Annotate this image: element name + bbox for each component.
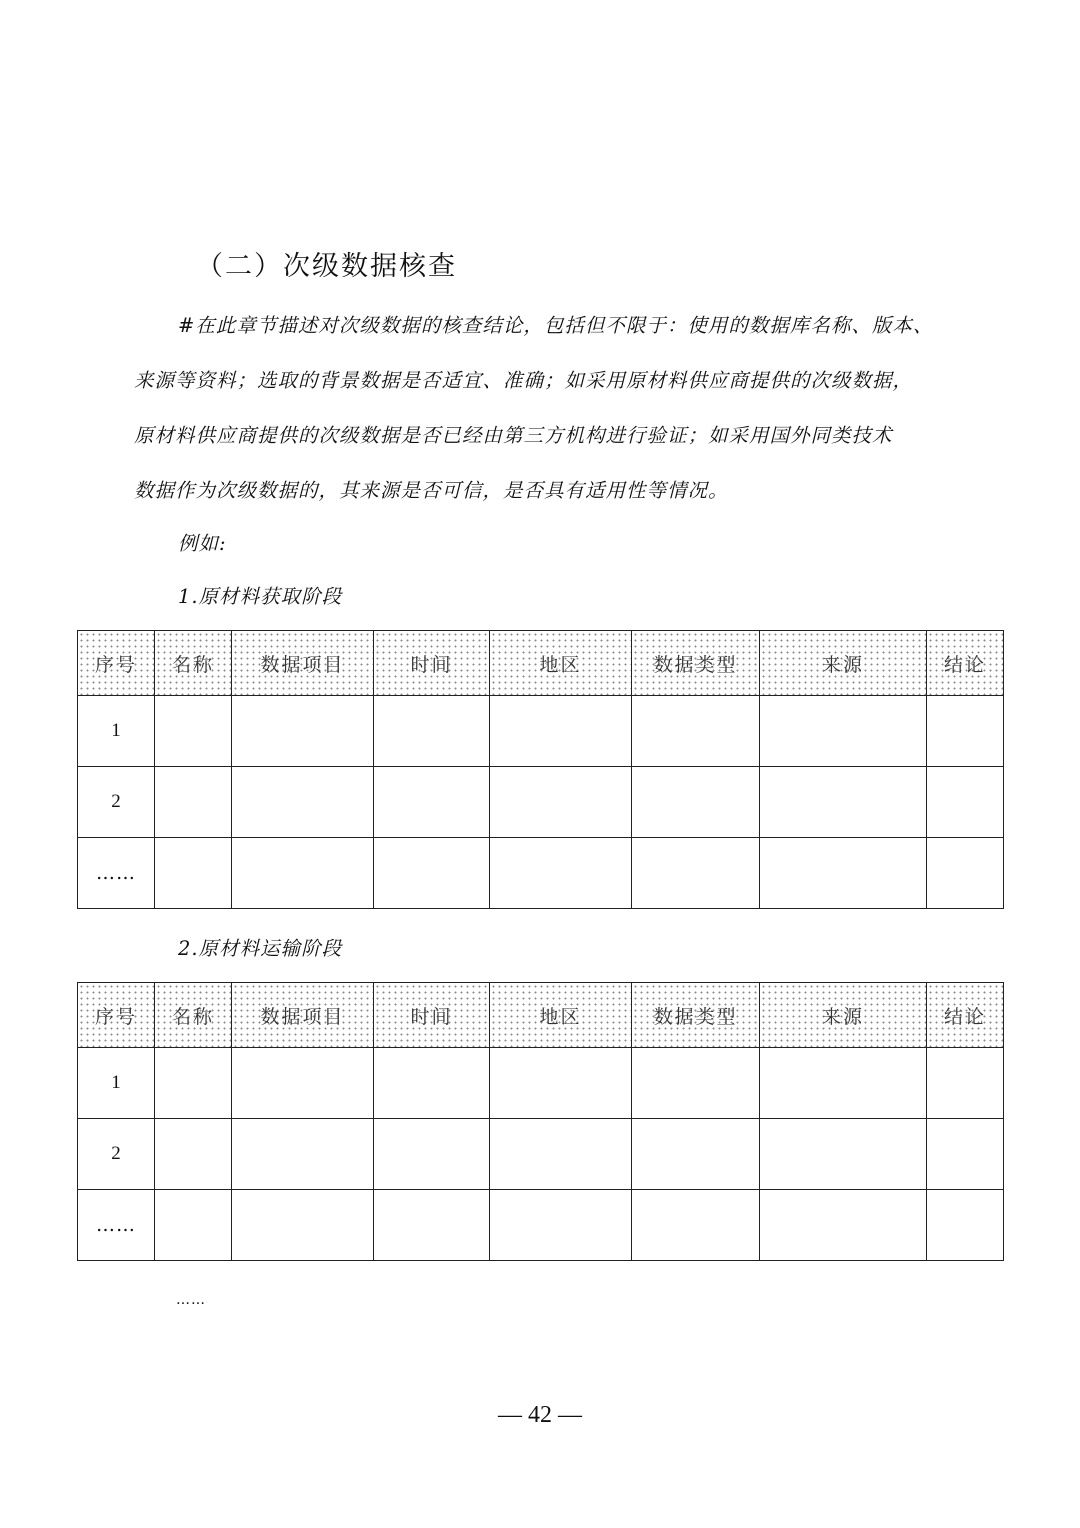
- table-cell: [232, 696, 374, 767]
- table-cell: [155, 767, 232, 838]
- row-index-cell: ……: [78, 1190, 155, 1261]
- table-cell: [490, 1190, 632, 1261]
- header-cell-index: 序号: [78, 983, 155, 1048]
- table-cell: [155, 838, 232, 909]
- table-cell: [927, 767, 1004, 838]
- header-cell-index: 序号: [78, 631, 155, 696]
- table-cell: [632, 1190, 760, 1261]
- table-cell: [490, 1119, 632, 1190]
- header-cell-data-type: 数据类型: [632, 631, 760, 696]
- table-cell: [155, 696, 232, 767]
- table-header-row: [78, 983, 1004, 1048]
- data-table-2: [77, 982, 1004, 1261]
- table-cell: [232, 1119, 374, 1190]
- table-cell: [374, 1048, 490, 1119]
- header-cell-data-type: 数据类型: [632, 983, 760, 1048]
- table-cell: [760, 696, 927, 767]
- table-header-row: [78, 631, 1004, 696]
- table-title-1: 1.原材料获取阶段: [178, 585, 343, 608]
- table-cell: [490, 838, 632, 909]
- table-cell: [760, 838, 927, 909]
- header-cell-time: 时间: [374, 631, 490, 696]
- table-row: [78, 767, 1004, 838]
- table-cell: [927, 838, 1004, 909]
- table-cell: [232, 1048, 374, 1119]
- table-row: [78, 1048, 1004, 1119]
- header-cell-region: 地区: [490, 631, 632, 696]
- intro-line: 数据作为次级数据的，其来源是否可信，是否具有适用性等情况。: [134, 479, 729, 502]
- row-index-cell: 2: [78, 1119, 155, 1190]
- continuation-ellipsis: ……: [176, 1292, 206, 1308]
- header-cell-data-item: 数据项目: [232, 983, 374, 1048]
- header-cell-name: 名称: [155, 983, 232, 1048]
- row-index-cell: 1: [78, 1048, 155, 1119]
- table-cell: [155, 1119, 232, 1190]
- intro-line: #在此章节描述对次级数据的核查结论，包括但不限于：使用的数据库名称、版本、: [178, 314, 934, 337]
- header-cell-name: 名称: [155, 631, 232, 696]
- table-cell: [374, 1119, 490, 1190]
- header-cell-conclusion: 结论: [927, 983, 1004, 1048]
- table-cell: [374, 838, 490, 909]
- table-cell: [632, 1048, 760, 1119]
- intro-line: 来源等资料；选取的背景数据是否适宜、准确；如采用原材料供应商提供的次级数据，: [134, 369, 914, 392]
- header-cell-data-item: 数据项目: [232, 631, 374, 696]
- table-title-2: 2.原材料运输阶段: [178, 937, 343, 960]
- table-cell: [232, 1190, 374, 1261]
- table-cell: [927, 1119, 1004, 1190]
- table-cell: [155, 1190, 232, 1261]
- table-cell: [927, 1048, 1004, 1119]
- table-row: [78, 696, 1004, 767]
- row-index-cell: ……: [78, 838, 155, 909]
- table-cell: [632, 838, 760, 909]
- table-cell: [490, 1048, 632, 1119]
- table-cell: [232, 767, 374, 838]
- header-cell-source: 来源: [760, 631, 927, 696]
- row-index-cell: 1: [78, 696, 155, 767]
- table-cell: [374, 767, 490, 838]
- table-row: [78, 838, 1004, 909]
- table-cell: [155, 1048, 232, 1119]
- table-cell: [632, 767, 760, 838]
- intro-line: 原材料供应商提供的次级数据是否已经由第三方机构进行验证；如采用国外同类技术: [134, 424, 893, 447]
- table-row: [78, 1190, 1004, 1261]
- row-index-cell: 2: [78, 767, 155, 838]
- intro-paragraph: [134, 298, 954, 518]
- table-row: [78, 1119, 1004, 1190]
- table-cell: [632, 1119, 760, 1190]
- data-table-1: [77, 630, 1004, 909]
- table-cell: [490, 696, 632, 767]
- table-cell: [374, 696, 490, 767]
- header-cell-source: 来源: [760, 983, 927, 1048]
- header-cell-region: 地区: [490, 983, 632, 1048]
- example-label: 例如:: [178, 532, 227, 555]
- table-cell: [490, 767, 632, 838]
- table-cell: [760, 767, 927, 838]
- table-cell: [374, 1190, 490, 1261]
- table-cell: [632, 696, 760, 767]
- page-number: — 42 —: [498, 1402, 582, 1428]
- table-cell: [927, 1190, 1004, 1261]
- table-cell: [760, 1119, 927, 1190]
- table-cell: [760, 1190, 927, 1261]
- table-cell: [760, 1048, 927, 1119]
- table-cell: [232, 838, 374, 909]
- header-cell-time: 时间: [374, 983, 490, 1048]
- header-cell-conclusion: 结论: [927, 631, 1004, 696]
- section-heading: （二）次级数据核查: [196, 251, 457, 282]
- table-cell: [927, 696, 1004, 767]
